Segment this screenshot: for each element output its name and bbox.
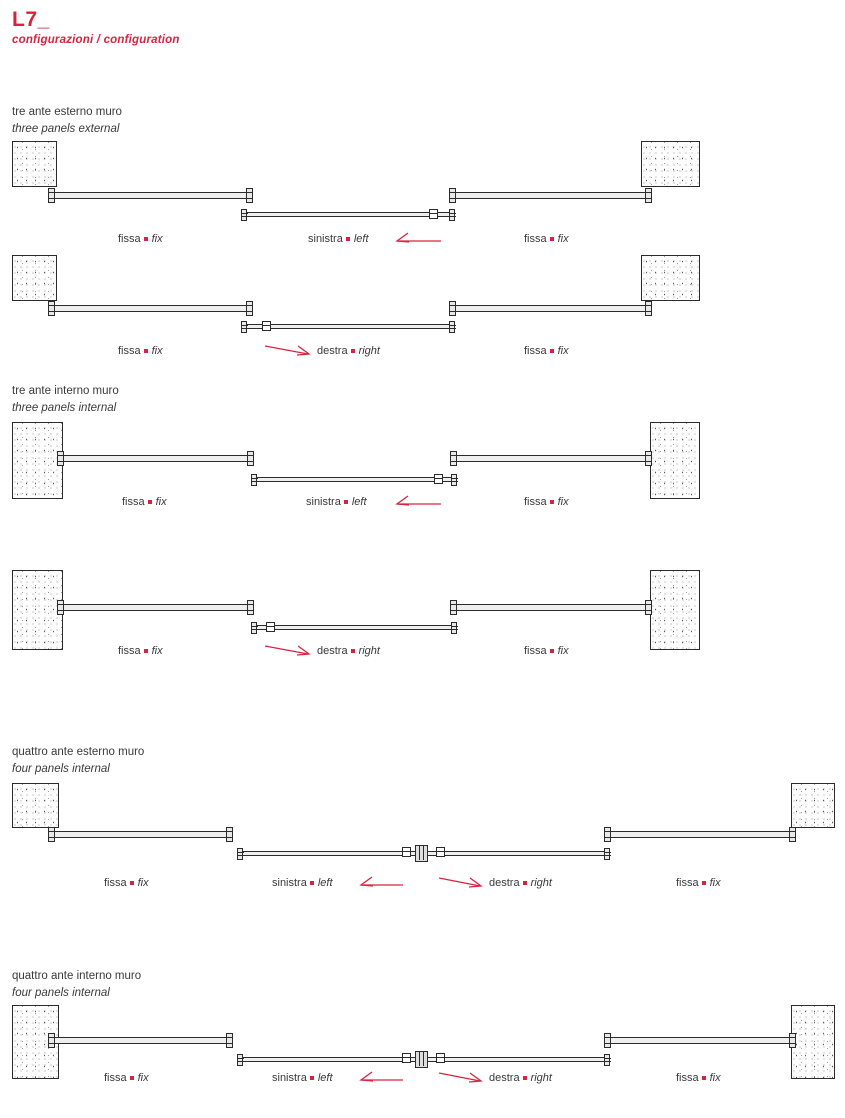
- rail-track: [607, 1037, 793, 1044]
- page-title: L7_: [12, 8, 50, 31]
- bullet-square: [702, 1076, 706, 1080]
- caption-fix: fissa fix: [524, 345, 569, 357]
- caption-fix: fissa fix: [104, 1072, 149, 1084]
- panel-end-cap: [604, 1054, 610, 1066]
- caption-fix: fissa fix: [676, 877, 721, 889]
- rail-track: [428, 1057, 606, 1062]
- caption-fix: fissa fix: [676, 1072, 721, 1084]
- caption-left: sinistra left: [308, 233, 369, 245]
- arrow-right-icon: [439, 1071, 485, 1081]
- lock-glyph: [402, 1053, 411, 1063]
- panel-end-cap: [789, 1033, 796, 1048]
- caption-left: sinistra left: [306, 496, 367, 508]
- section-title-en: three panels external: [12, 122, 120, 135]
- section-title-en: three panels internal: [12, 401, 117, 414]
- section-title-it: tre ante interno muro: [12, 385, 119, 397]
- bullet-square: [523, 1076, 527, 1080]
- caption-fix: fissa fix: [104, 877, 149, 889]
- bullet-square: [130, 1076, 134, 1080]
- caption-fix: fissa fix: [118, 645, 163, 657]
- section-title-it: quattro ante interno muro: [12, 970, 142, 982]
- caption-fix: fissa fix: [118, 233, 163, 245]
- rail-track: [52, 1037, 232, 1044]
- section-title-en: four panels internal: [12, 762, 110, 775]
- center-joint: [415, 1051, 428, 1068]
- caption-right: destra right: [489, 877, 552, 889]
- caption-fix: fissa fix: [524, 496, 569, 508]
- page-subtitle: configurazioni / configuration: [12, 34, 180, 47]
- caption-right: destra right: [489, 1072, 552, 1084]
- bullet-square: [310, 1076, 314, 1080]
- panel-end-cap: [226, 1033, 233, 1048]
- caption-fix: fissa fix: [524, 645, 569, 657]
- caption-fix: fissa fix: [524, 233, 569, 245]
- panel-end-cap: [48, 1033, 55, 1048]
- caption-left: sinistra left: [272, 877, 333, 889]
- rail-track: [240, 1057, 415, 1062]
- panel-end-cap: [237, 1054, 243, 1066]
- wall-block: [791, 1005, 835, 1079]
- section-title-it: quattro ante esterno muro: [12, 746, 145, 758]
- arrow-left-icon: [358, 1071, 404, 1081]
- caption-right: destra right: [317, 645, 380, 657]
- section-title-en: four panels internal: [12, 986, 110, 999]
- caption-right: destra right: [317, 345, 380, 357]
- lock-glyph: [436, 1053, 445, 1063]
- section-title-it: tre ante esterno muro: [12, 106, 122, 118]
- caption-left: sinistra left: [272, 1072, 333, 1084]
- caption-fix: fissa fix: [122, 496, 167, 508]
- caption-fix: fissa fix: [118, 345, 163, 357]
- panel-end-cap: [604, 1033, 611, 1048]
